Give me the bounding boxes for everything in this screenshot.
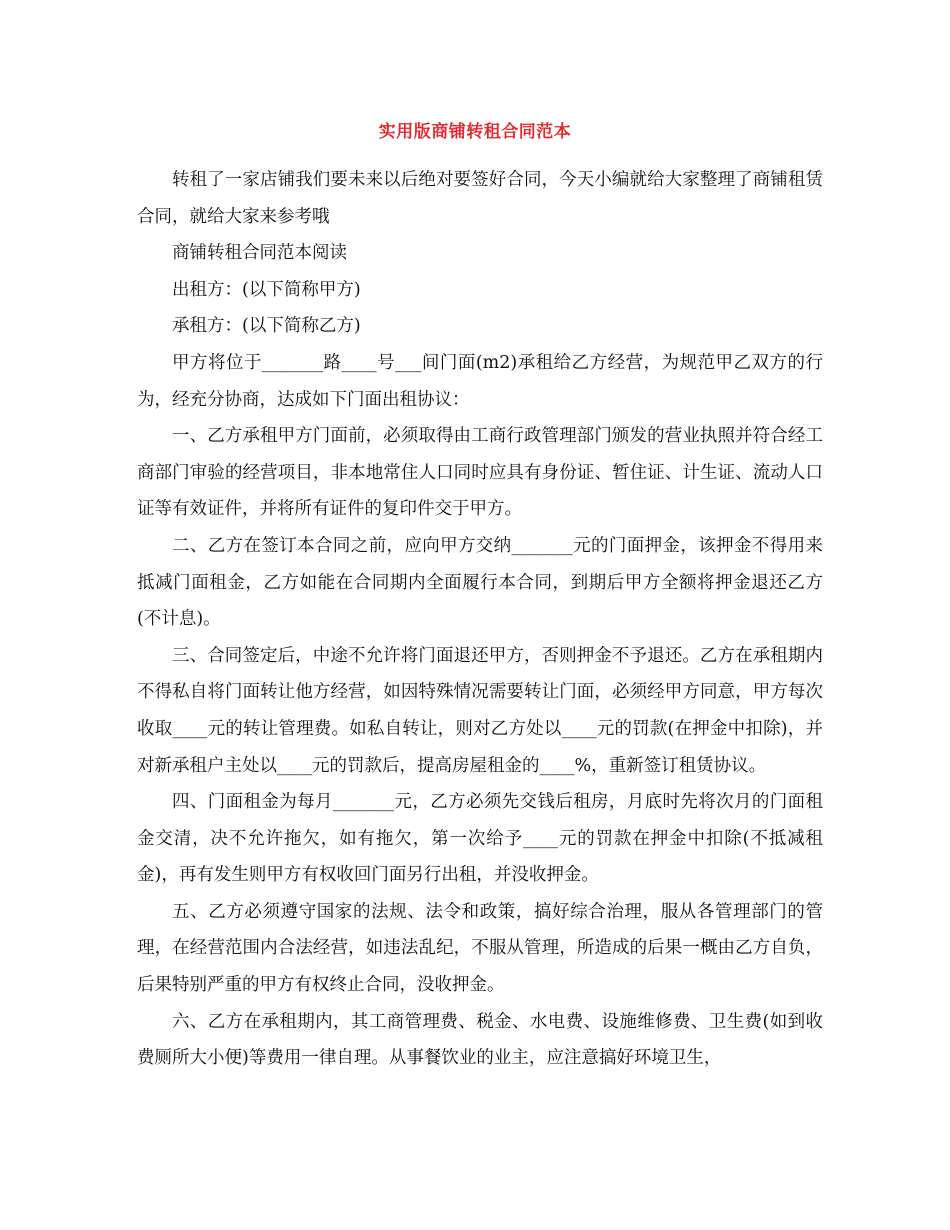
clause-2: 二、乙方在签订本合同之前，应向甲方交纳_______元的门面押金，该押金不得用来抵减门面租金，乙方如能在合同期内全面履行本合同，到期后甲方全额将押金退还乙方(不计息)。: [137, 535, 823, 630]
preamble-paragraph: 甲方将位于_______路____号___间门面(m2)承租给乙方经营，为规范甲乙双方的行为，经充分协商，达成如下门面出租协议：: [137, 352, 823, 410]
lessee-line: 承租方：(以下简称乙方): [172, 316, 361, 337]
clause-1: 一、乙方承租甲方门面前，必须取得由工商行政管理部门颁发的营业执照并符合经工商部门审验的经营项目，非本地常住人口同时应具有身份证、暂住证、计生证、流动人口证等有效证件，并将所有证件的复印件交于甲方。: [137, 426, 823, 520]
clause-6: 六、乙方在承租期内，其工商管理费、税金、水电费、设施维修费、卫生费(如到收费厕所大小便)等费用一律自理。从事餐饮业的业主，应注意搞好环境卫生，: [137, 1011, 823, 1069]
intro-paragraph: 转租了一家店铺我们要未来以后绝对要签好合同，今天小编就给大家整理了商铺租赁合同，就给大家来参考哦: [137, 170, 823, 227]
clause-4: 四、门面租金为每月_______元，乙方必须先交钱后租房，月底时先将次月的门面租金交清，决不允许拖欠，如有拖欠，第一次给予____元的罚款在押金中扣除(不抵减租金)，再有发生则甲方有权收回门面另行出租，并没收押金。: [137, 792, 823, 886]
document-body: [137, 162, 823, 1077]
section-heading: 商铺转租合同范本阅读: [172, 243, 347, 264]
clause-3: 三、合同签定后，中途不允许将门面退还甲方，否则押金不予退还。乙方在承租期内不得私自将门面转让他方经营，如因特殊情况需要转让门面，必须经甲方同意，甲方每次收取____元的转让管理费。如私自转让，则对乙方处以____元的罚款(在押金中扣除)，并对新承租户主处以____元的罚款后，提高房屋租金的____%，重新签订租赁协议。: [137, 645, 823, 776]
clause-5: 五、乙方必须遵守国家的法规、法令和政策，搞好综合治理，服从各管理部门的管理，在经营范围内合法经营，如违法乱纪，不服从管理，所造成的后果一概由乙方自负，后果特别严重的甲方有权终止合同，没收押金。: [137, 901, 823, 996]
lessor-line: 出租方：(以下简称甲方): [172, 279, 361, 300]
document-title: 实用版商铺转租合同范本: [378, 122, 572, 142]
